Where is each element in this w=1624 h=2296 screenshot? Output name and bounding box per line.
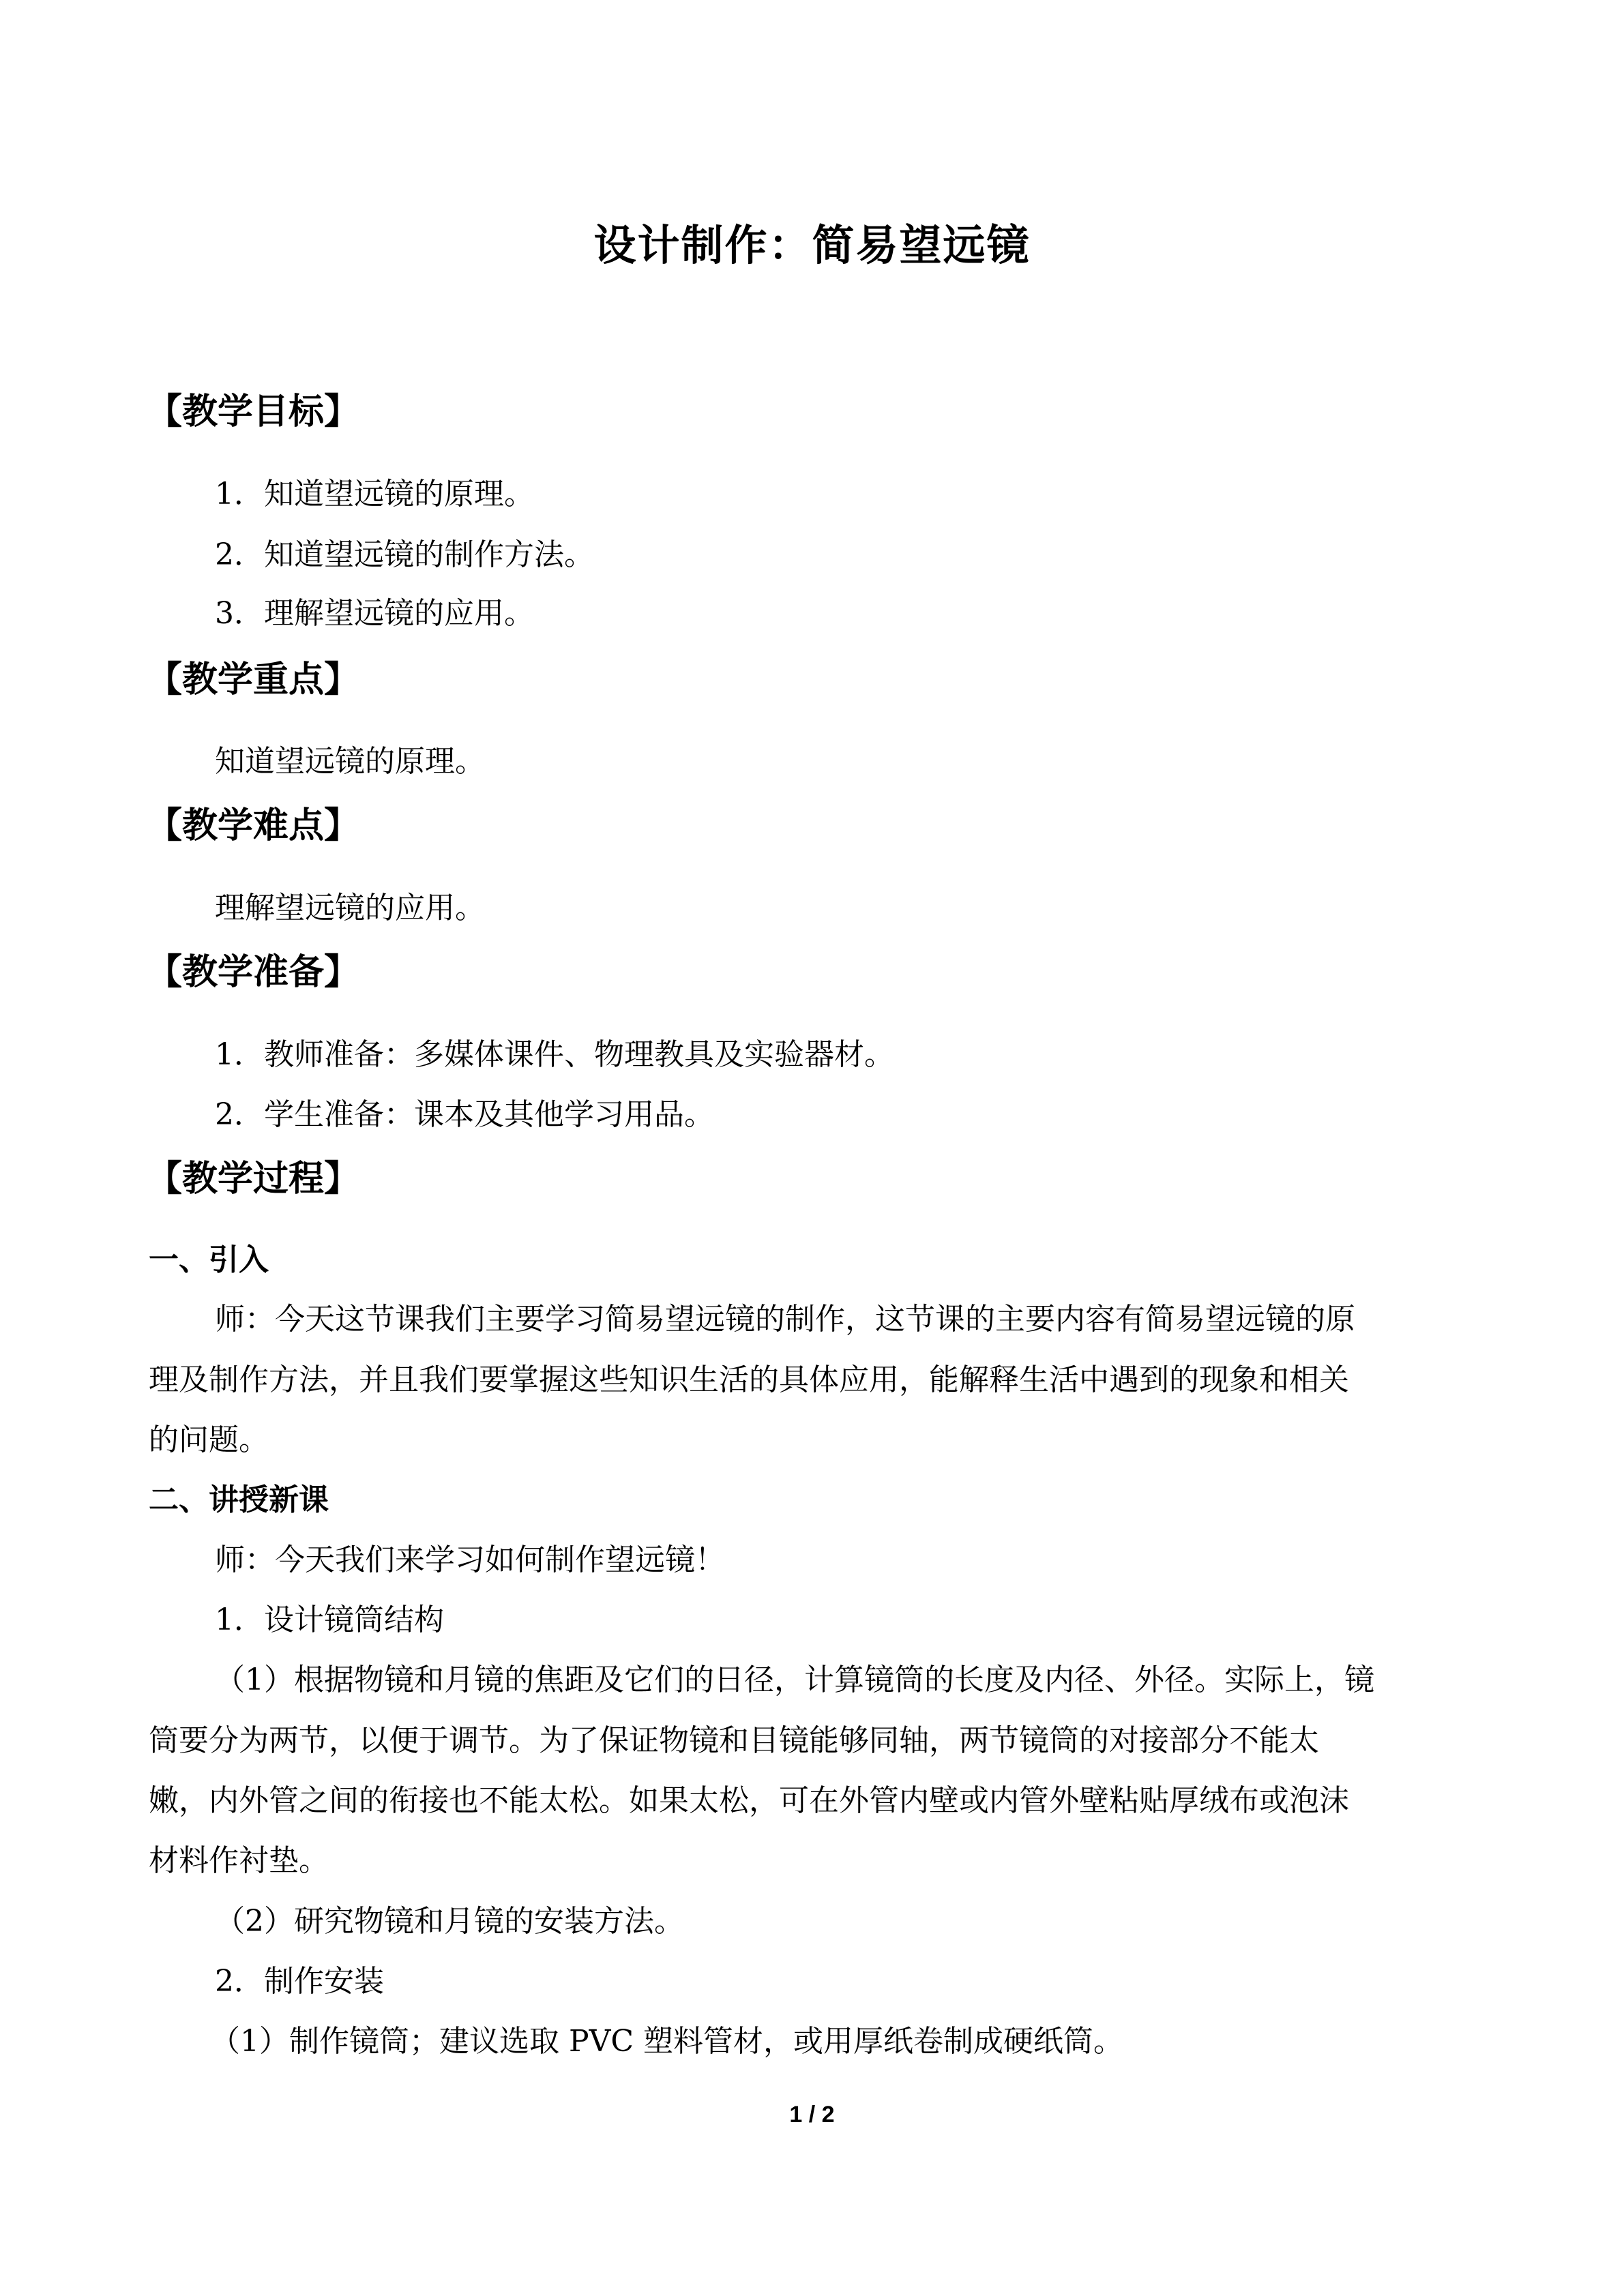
step-heading: 2．制作安装 [215, 1964, 384, 1999]
paragraph-line: 理及制作方法，并且我们要掌握这些知识生活的具体应用，能解释生活中遇到的现象和相关 [149, 1362, 1349, 1397]
paragraph-line: 嫩，内外管之间的衔接也不能太松。如果太松，可在外管内壁或内管外壁粘贴厚绒布或泡沫 [149, 1783, 1349, 1818]
paragraph-line: （1）制作镜筒；建议选取 PVC 塑料管材，或用厚纸卷制成硬纸筒。 [210, 2024, 1124, 2059]
paragraph-line: 材料作衬垫。 [149, 1843, 329, 1878]
process-heading: 【教学过程】 [147, 1159, 360, 1199]
difficulties-heading: 【教学难点】 [147, 805, 360, 846]
difficulties-text: 理解望远镜的应用。 [215, 891, 485, 925]
objectives-heading: 【教学目标】 [147, 391, 360, 432]
intro-heading: 一、引入 [149, 1242, 269, 1277]
paragraph-line: 的问题。 [149, 1422, 269, 1457]
key-points-text: 知道望远镜的原理。 [215, 744, 485, 779]
objective-item: 3．理解望远镜的应用。 [215, 596, 534, 631]
paragraph-line: 师：今天这节课我们主要学习简易望远镜的制作，这节课的主要内容有简易望远镜的原 [215, 1302, 1355, 1337]
step-heading: 1．设计镜筒结构 [215, 1602, 444, 1637]
objective-item: 1．知道望远镜的原理。 [215, 477, 534, 511]
preparation-item: 1．教师准备：多媒体课件、物理教具及实验器材。 [215, 1037, 894, 1072]
page-number: 1 / 2 [789, 2102, 835, 2128]
objective-item: 2．知道望远镜的制作方法。 [215, 537, 594, 572]
new-lesson-heading: 二、讲授新课 [149, 1482, 329, 1517]
paragraph-line: （1）根据物镜和月镜的焦距及它们的日径，计算镜筒的长度及内径、外径。实际上，镜 [215, 1663, 1374, 1697]
page-title: 设计制作：简易望远镜 [593, 220, 1031, 270]
paragraph-line: （2）研究物镜和月镜的安装方法。 [215, 1904, 684, 1939]
preparation-item: 2．学生准备：课本及其他学习用品。 [215, 1097, 714, 1132]
paragraph-line: 筒要分为两节，以便于调节。为了保证物镜和目镜能够同轴，两节镜筒的对接部分不能太 [149, 1723, 1319, 1758]
paragraph-line: 师：今天我们来学习如何制作望远镜！ [215, 1542, 725, 1577]
preparation-heading: 【教学准备】 [147, 952, 360, 993]
key-points-heading: 【教学重点】 [147, 659, 360, 700]
